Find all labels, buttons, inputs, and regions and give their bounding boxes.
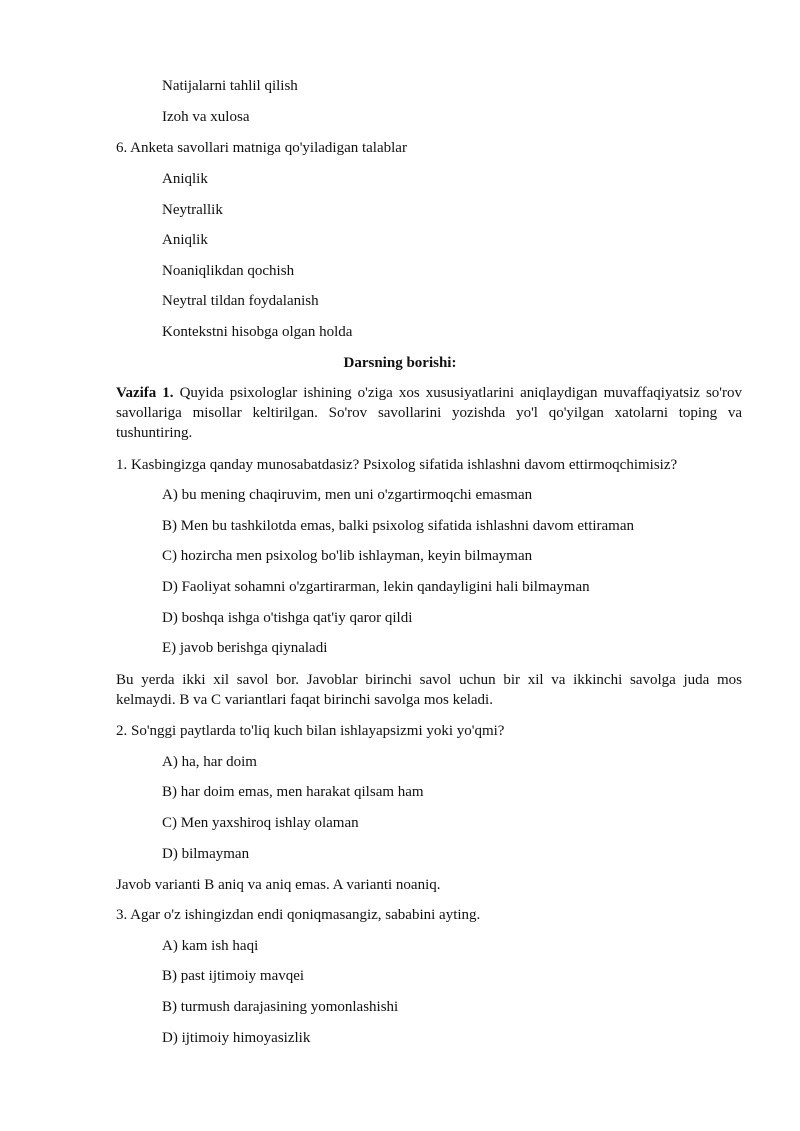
answer-option: A) kam ish haqi: [162, 938, 259, 954]
list-item: Izoh va xulosa: [162, 109, 250, 125]
answer-option: B) turmush darajasining yomonlashishi: [162, 999, 399, 1015]
task-label: Vazifa 1.: [116, 385, 174, 401]
question: 2. So'nggi paytlarda to'liq kuch bilan ishlayapsizmi yoki yo'qmi?: [116, 723, 505, 739]
answer-option: D) ijtimoiy himoyasizlik: [162, 1030, 311, 1046]
task-paragraph: [116, 383, 742, 443]
list-item: Neytral tildan foydalanish: [162, 293, 319, 309]
task-text: Quyida psixologlar ishining o'ziga xos xususiyatlarini aniqlaydigan muvaffaqiyatsiz so'rov savollariga misollar keltirilgan. So'rov savollarini yozishda yo'l qo'yilgan xatolarni toping va tushuntiring.: [116, 385, 742, 441]
question: 1. Kasbingizga qanday munosabatdasiz? Psixolog sifatida ishlashni davom ettirmoqchimisiz?: [116, 457, 678, 473]
section-title: 6. Anketa savollari matniga qo'yiladigan talablar: [116, 140, 407, 156]
list-item: Neytrallik: [162, 202, 223, 218]
question: 3. Agar o'z ishingizdan endi qoniqmasangiz, sababini ayting.: [116, 907, 481, 923]
answer-option: B) Men bu tashkilotda emas, balki psixolog sifatida ishlashni davom ettiraman: [162, 518, 635, 534]
section-heading: Darsning borishi:: [343, 355, 457, 371]
answer-option: A) ha, har doim: [162, 754, 257, 770]
comment-paragraph: Bu yerda ikki xil savol bor. Javoblar birinchi savol uchun bir xil va ikkinchi savolga juda mos kelmaydi. B va C variantlari faqat birinchi savolga mos keladi.: [116, 672, 742, 708]
answer-option: C) Men yaxshiroq ishlay olaman: [162, 815, 359, 831]
list-item: Aniqlik: [162, 171, 208, 187]
answer-option: D) Faoliyat sohamni o'zgartirarman, lekin qandayligini hali bilmayman: [162, 579, 590, 595]
answer-option: D) bilmayman: [162, 846, 250, 862]
list-item: Kontekstni hisobga olgan holda: [162, 324, 353, 340]
answer-option: C) hozircha men psixolog bo'lib ishlayman, keyin bilmayman: [162, 548, 533, 564]
list-item: Noaniqlikdan qochish: [162, 263, 295, 279]
answer-option: A) bu mening chaqiruvim, men uni o'zgartirmoqchi emasman: [162, 487, 533, 503]
answer-option: B) past ijtimoiy mavqei: [162, 968, 305, 984]
answer-option: B) har doim emas, men harakat qilsam ham: [162, 784, 424, 800]
list-item: Aniqlik: [162, 232, 208, 248]
answer-option: D) boshqa ishga o'tishga qat'iy qaror qildi: [162, 610, 413, 626]
answer-option: E) javob berishga qiynaladi: [162, 640, 328, 656]
list-item: Natijalarni tahlil qilish: [162, 78, 298, 94]
comment-paragraph: Javob varianti B aniq va aniq emas. A varianti noaniq.: [116, 877, 441, 893]
